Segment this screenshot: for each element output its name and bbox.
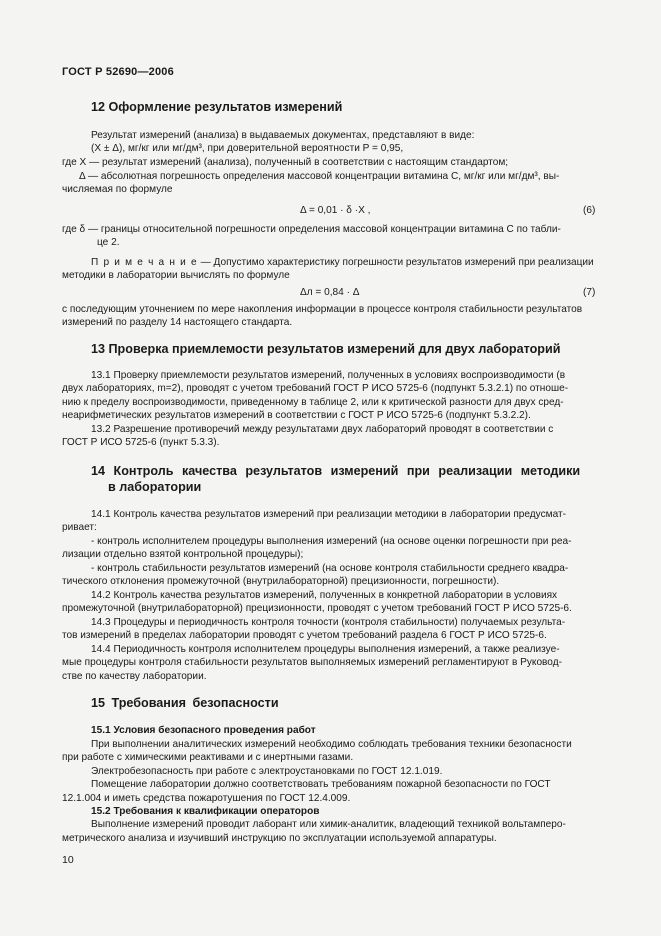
formula-6-number: (6) xyxy=(583,205,596,216)
s12-line-5: числяемая по формуле xyxy=(62,184,173,195)
formula-7: Δл = 0,84 · Δ xyxy=(300,287,360,298)
s13-line-3: нию к пределу воспроизводимости, приведенному в таблице 2, или к критической разности для двух сред- xyxy=(62,397,564,408)
s12-line-4: Δ — абсолютная погрешность определения массовой концентрации витамина С, мг/кг или мг/дм³, вы- xyxy=(79,171,560,182)
s14-line-1: 14.1 Контроль качества результатов измерений при реализации методики в лаборатории предусмат- xyxy=(91,509,566,520)
subsection-15-2-title: 15.2 Требования к квалификации операторов xyxy=(91,806,320,817)
s13-line-2: двух лабораториях, m=2), проводят с учетом требований ГОСТ Р ИСО 5725-6 (подпункт 5.3.2.1) по отноше- xyxy=(62,383,569,394)
s12-where-line-2: це 2. xyxy=(97,237,120,248)
s14-line-12: мые процедуры контроля стабильности результатов выполняемых измерений регламентируют в Руковод- xyxy=(62,657,562,668)
formula-7-number: (7) xyxy=(583,287,596,298)
s13-line-6: ГОСТ Р ИСО 5725-6 (пункт 5.3.3). xyxy=(62,437,220,448)
s14-line-9: 14.3 Процедуры и периодичность контроля точности (контроля стабильности) получаемых результа- xyxy=(91,617,566,628)
s12-line-1: Результат измерений (анализа) в выдаваемых документах, представляют в виде: xyxy=(91,130,475,141)
subsection-15-1-title: 15.1 Условия безопасного проведения работ xyxy=(91,725,316,736)
section-14-title-line-1: 14 Контроль качества результатов измерений при реализации методики xyxy=(91,464,581,478)
s14-line-7: 14.2 Контроль качества результатов измерений, полученных в конкретной лаборатории в условиях xyxy=(91,590,558,601)
s15-1-line-3: Электробезопасность при работе с электроустановками по ГОСТ 12.1.019. xyxy=(91,766,443,777)
note-line-1 xyxy=(91,256,594,269)
s12-where-line-1: где δ — границы относительной погрешности определения массовой концентрации витамина С по табли- xyxy=(62,224,561,235)
s13-line-5: 13.2 Разрешение противоречий между результатами двух лабораторий проводят в соответствии с xyxy=(91,424,554,435)
s14-line-8: промежуточной (внутрилабораторной) прецизионности, проводят с учетом требований ГОСТ Р ИСО 5725-6. xyxy=(62,603,572,614)
s14-line-2: ривает: xyxy=(62,522,97,533)
document-header: ГОСТ Р 52690—2006 xyxy=(62,66,174,78)
s14-line-13: стве по качеству лаборатории. xyxy=(62,671,207,682)
s12-line-3: где X — результат измерений (анализа), полученный в соответствии с настоящим стандартом; xyxy=(62,157,509,168)
s15-1-line-2: при работе с химическими реактивами и с инертными газами. xyxy=(62,752,354,763)
s15-2-line-2: метрического анализа и изучивший инструкцию по эксплуатации используемой аппаратуры. xyxy=(62,833,497,844)
s15-1-line-1: При выполнении аналитических измерений необходимо соблюдать требования техники безопасности xyxy=(91,739,572,750)
s14-line-3: - контроль исполнителем процедуры выполнения измерений (на основе оценки погрешности при реа- xyxy=(91,536,572,547)
section-13-title: 13 Проверка приемлемости результатов измерений для двух лабораторий xyxy=(91,342,561,356)
section-14-title-line-2: в лаборатории xyxy=(108,480,202,494)
s14-line-4: лизации отдельно взятой контрольной процедуры); xyxy=(62,549,304,560)
s14-line-5: - контроль стабильности результатов измерений (на основе контроля стабильности среднего квадра- xyxy=(91,563,569,574)
s13-line-1: 13.1 Проверку приемлемости результатов измерений, полученных в условиях воспроизводимости (в xyxy=(91,370,566,381)
s14-line-11: 14.4 Периодичность контроля исполнителем процедуры выполнения измерений, а также реализуе- xyxy=(91,644,560,655)
s12-after-line-1: с последующим уточнением по мере накопления информации в процессе контроля стабильности результатов xyxy=(62,304,583,315)
s12-line-2: (X ± Δ), мг/кг или мг/дм³, при доверительной вероятности P = 0,95, xyxy=(91,143,404,154)
s14-line-6: тического отклонения промежуточной (внутрилабораторной) прецизионности, погрешности). xyxy=(62,576,500,587)
s13-line-4: неарифметических результатов измерений в соответствии с ГОСТ Р ИСО 5725-6 (подпункт 5.3.2.2). xyxy=(62,410,531,421)
s15-1-line-4: Помещение лаборатории должно соответствовать требованиям пожарной безопасности по ГОСТ xyxy=(91,779,551,790)
formula-6: Δ = 0,01 · δ ·X , xyxy=(300,205,371,216)
s15-2-line-1: Выполнение измерений проводит лаборант или химик-аналитик, владеющий техникой вольтамперо- xyxy=(91,819,566,830)
note-line-2: методики в лаборатории вычислять по формуле xyxy=(62,270,290,281)
section-15-title: 15 Требования безопасности xyxy=(91,696,279,710)
note-text-1: — Допустимо характеристику погрешности результатов измерений при реализации xyxy=(200,257,594,268)
s14-line-10: тов измерений в пределах лаборатории проводят с учетом требований раздела 6 ГОСТ Р ИСО 5725-6. xyxy=(62,630,547,641)
note-label: П р и м е ч а н и е xyxy=(91,257,198,268)
s15-1-line-5: 12.1.004 и иметь средства пожаротушения по ГОСТ 12.4.009. xyxy=(62,793,351,804)
page-number: 10 xyxy=(62,854,74,866)
section-12-title: 12 Оформление результатов измерений xyxy=(91,100,343,114)
s12-after-line-2: измерений по разделу 14 настоящего стандарта. xyxy=(62,317,293,328)
